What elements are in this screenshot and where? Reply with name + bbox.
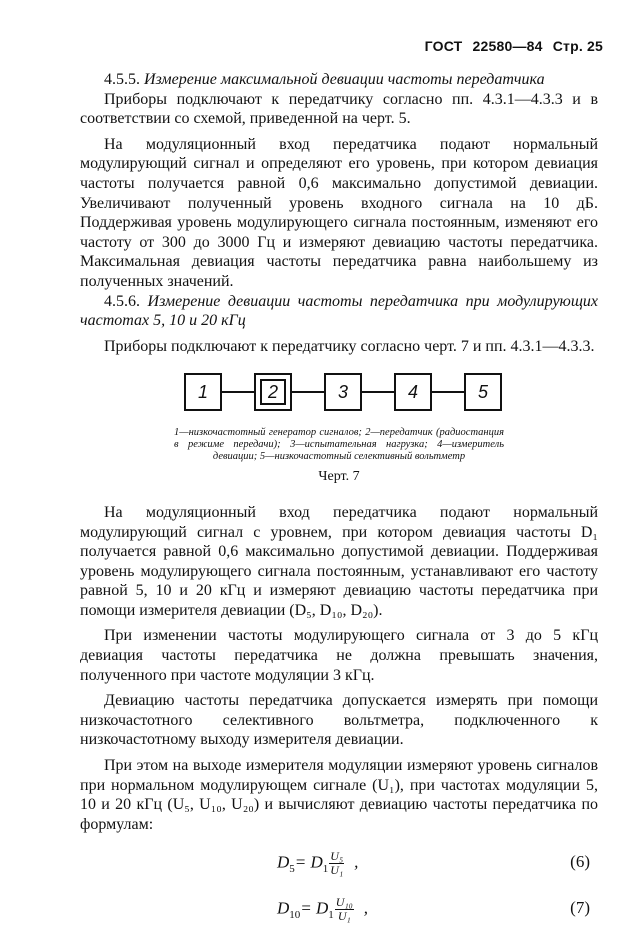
body-text	[80, 70, 598, 930]
diagram-box-5: 5	[464, 373, 502, 411]
section-455-para-2: На модуляционный вход передатчика подают нормальный модулирующий сигнал и определяют его уровень, при котором девиация частоты получается равной 0,6 максимально допустимой девиации. Увеличивают полученный уровень входного сигнала на 10 дБ. Поддерживая уровень модулирующего сигнала постоянным, изменяют его частоту от 300 до 3000 Гц и измеряют девиацию частоты передатчика. Максимальная девиация частоты передатчика равна наибольшему из полученных значений.	[80, 135, 598, 290]
section-456-para-1: Приборы подключают к передатчику согласно черт. 7 и пп. 4.3.1—4.3.3.	[104, 337, 595, 355]
formula-7	[80, 890, 598, 930]
page-header	[425, 38, 603, 54]
section-455-heading	[80, 70, 598, 90]
formula-7-fraction: $\frac{\text{U₁₀}}{\text{U₁}}$	[335, 895, 353, 924]
formula-6-expression: $D_5= D_1$ $\frac{\text{U₅}}{\text{U₁}}$ ,	[277, 849, 359, 878]
section-455-title: Измерение максимальной девиации частоты передатчика	[144, 71, 545, 88]
formula-7-expression: $D_{10}= D_1$ $\frac{\text{U₁₀}}{\text{U₁}}$ ,	[277, 895, 369, 924]
header-page-number: Стр. 25	[552, 38, 603, 54]
paragraph-1: На модуляционный вход передатчика подают нормальный модулирующий сигнал с уровнем, при котором девиация частоты D₁ получается равной 0,6 максимально допустимой девиации. Поддерживая уровень модулирующего сигнала постоянным, устанавливают его частоту равной 5, 10 и 20 кГц и измеряют девиацию частоты передатчика при помощи измерителя девиации (D₅, D₁₀, D₂₀).	[80, 503, 598, 619]
section-456-heading	[80, 292, 598, 331]
header-gost: ГОСТ	[424, 38, 463, 54]
figure-title: Черт. 7	[318, 469, 360, 485]
diagram-caption: 1—низкочастотный генератор сигналов; 2—передатчик (радиостанция в режиме передачи); 3—испытательная нагрузка; 4—измеритель девиации; 5—низкочастотный селективный вольтметр	[174, 427, 504, 463]
diagram-box-2: 2	[254, 373, 292, 411]
diagram-box-3: 3	[324, 373, 362, 411]
paragraph-4: При этом на выходе измерителя модуляции измеряют уровень сигналов при нормальном модулирующем сигнале (U₁), при частотах модуляции 5, 10 и 20 кГц (U₅, U₁₀, U₂₀) и вычисляют девиацию частоты передатчика по формулам:	[80, 757, 598, 833]
formula-6-number: (6)	[570, 852, 590, 872]
section-456-number: 4.5.6.	[104, 292, 140, 310]
diagram-box-1: 1	[184, 373, 222, 411]
block-diagram	[80, 373, 598, 417]
formula-6-fraction: $\frac{\text{U₅}}{\text{U₁}}$	[330, 849, 344, 878]
diagram-box-4: 4	[394, 373, 432, 411]
header-standard-number: 22580—84	[472, 38, 543, 54]
formula-6	[80, 844, 598, 884]
paragraph-3: Девиацию частоты передатчика допускается измерять при помощи низкочастотного селективного вольтметра, подключенного к низкочастотному выходу измерителя девиации.	[80, 692, 598, 749]
section-455-para-1: Приборы подключают к передатчику согласно пп. 4.3.1—4.3.3 и в соответствии со схемой, приведенной на черт. 5.	[80, 90, 598, 128]
paragraph-2: При изменении частоты модулирующего сигнала от 3 до 5 кГц девиация частоты передатчика не должна превышать значения, полученного при частоте модуляции 3 кГц.	[80, 627, 598, 684]
section-455-number: 4.5.5.	[104, 71, 140, 88]
section-456-title: Измерение девиации частоты передатчика при модулирующих частотах 5, 10 и 20 кГц	[80, 292, 599, 330]
formula-7-number: (7)	[570, 898, 590, 918]
